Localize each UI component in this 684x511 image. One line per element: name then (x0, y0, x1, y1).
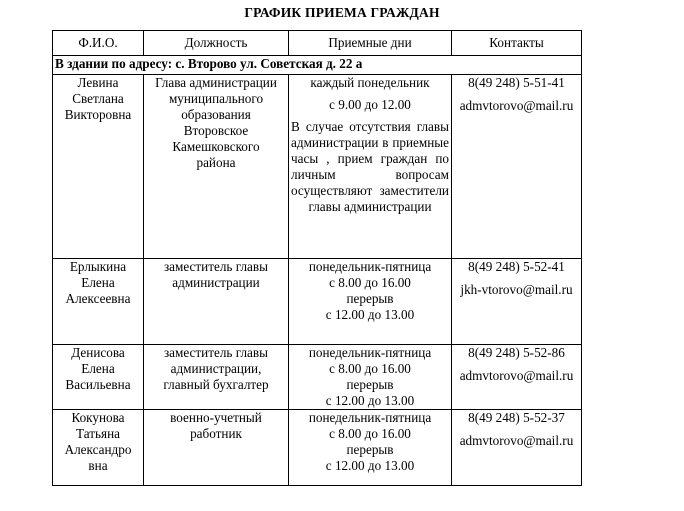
section-row (53, 56, 582, 75)
name-line: Татьяна (76, 426, 120, 441)
position-line: главный бухгалтер (163, 377, 269, 392)
email-link[interactable]: jkh-vtorovo@mail.ru (460, 282, 573, 297)
email-link[interactable]: admvtorovo@mail.ru (459, 433, 574, 448)
email-link[interactable]: admvtorovo@mail.ru (459, 98, 574, 113)
header-name: Ф.И.О. (53, 31, 144, 56)
header-contacts: Контакты (452, 31, 582, 56)
name-line: Васильевна (65, 377, 131, 392)
name-line: Денисова (71, 345, 125, 360)
days-line: перерыв (346, 291, 394, 306)
contacts-cell (452, 345, 582, 410)
name-cell (53, 75, 144, 259)
name-line: Кокунова (71, 410, 125, 425)
name-cell (53, 410, 144, 486)
email-link[interactable]: admvtorovo@mail.ru (459, 368, 574, 383)
position-cell (144, 75, 289, 259)
phone-number: 8(49 248) 5-52-37 (468, 410, 565, 425)
position-line: образования (181, 107, 251, 122)
position-line: Глава администрации (155, 75, 277, 90)
position-line: района (196, 155, 236, 170)
position-line: Второвское (183, 123, 249, 138)
position-line: администрации, (170, 361, 262, 376)
days-line: с 8.00 до 16.00 (329, 426, 411, 441)
phone-number: 8(49 248) 5-51-41 (468, 75, 565, 90)
position-cell (144, 345, 289, 410)
name-line: Викторовна (64, 107, 132, 122)
header-days: Приемные дни (289, 31, 452, 56)
phone-number: 8(49 248) 5-52-41 (468, 259, 565, 274)
days-cell (289, 259, 452, 345)
days-line: понедельник-пятница (308, 410, 432, 425)
contacts-cell (452, 410, 582, 486)
phone-number: 8(49 248) 5-52-86 (468, 345, 565, 360)
header-row (53, 31, 582, 56)
days-line: перерыв (346, 442, 394, 457)
days-line: с 8.00 до 16.00 (329, 275, 411, 290)
name-line: Ерлыкина (69, 259, 127, 274)
days-line: с 8.00 до 16.00 (329, 361, 411, 376)
header-position: Должность (144, 31, 289, 56)
name-line: Елена (81, 275, 115, 290)
days-cell (289, 75, 452, 259)
days-line: каждый понедельник (310, 75, 430, 90)
contacts-cell (452, 75, 582, 259)
position-line: заместитель главы (163, 345, 269, 360)
position-line: Камешковского (172, 139, 260, 154)
days-line: перерыв (346, 377, 394, 392)
position-line: заместитель главы (163, 259, 269, 274)
position-line: работник (190, 426, 242, 441)
table-row (53, 259, 582, 345)
schedule-table (52, 30, 582, 486)
position-line: муниципального (168, 91, 264, 106)
position-cell (144, 259, 289, 345)
days-line: понедельник-пятница (308, 345, 432, 360)
name-line: Александро (64, 442, 132, 457)
name-cell (53, 259, 144, 345)
name-line: вна (88, 458, 108, 473)
section-address: В здании по адресу: с. Второво ул. Советская д. 22 а (53, 56, 582, 75)
days-cell (289, 345, 452, 410)
name-cell (53, 345, 144, 410)
days-cell (289, 410, 452, 486)
position-line: военно-учетный (170, 410, 262, 425)
days-line: понедельник-пятница (308, 259, 432, 274)
position-cell (144, 410, 289, 486)
name-line: Светлана (72, 91, 124, 106)
name-line: Алексеевна (65, 291, 131, 306)
days-line: с 12.00 до 13.00 (325, 458, 415, 473)
days-line: с 12.00 до 13.00 (325, 307, 415, 322)
position-line: администрации (172, 275, 260, 290)
contacts-cell (452, 259, 582, 345)
name-line: Левина (77, 75, 119, 90)
days-line: с 9.00 до 12.00 (329, 97, 411, 112)
days-line: с 12.00 до 13.00 (325, 393, 415, 408)
days-note: В случае отсутствия главы администрации в приемные часы , прием граждан по личным вопросам осуществляют заместители главы администрации (291, 119, 449, 214)
table-row (53, 410, 582, 486)
table-row (53, 75, 582, 259)
table-row (53, 345, 582, 410)
page-title: ГРАФИК ПРИЕМА ГРАЖДАН (244, 5, 440, 20)
name-line: Елена (81, 361, 115, 376)
